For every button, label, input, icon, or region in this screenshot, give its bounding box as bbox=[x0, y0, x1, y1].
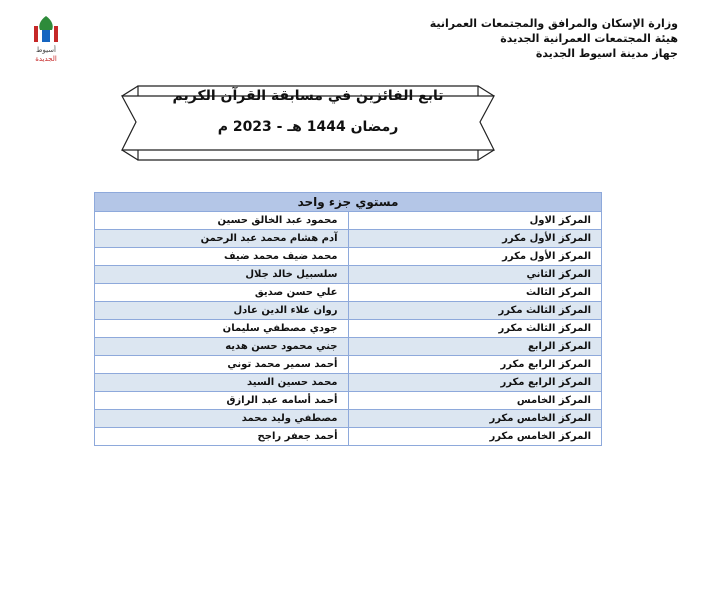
name-cell: آدم هشام محمد عبد الرحمن bbox=[95, 230, 349, 248]
section-header: مستوي جزء واحد bbox=[95, 193, 602, 212]
table-row bbox=[95, 248, 602, 266]
table-row bbox=[95, 266, 602, 284]
title-frame bbox=[108, 74, 508, 172]
header-line-ministry: وزارة الإسكان والمرافق والمجتمعات العمرانية bbox=[429, 17, 678, 30]
header-line-authority: هيئة المجتمعات العمرانية الجديدة bbox=[500, 32, 678, 45]
table-row bbox=[95, 320, 602, 338]
name-cell: أحمد سمير محمد توني bbox=[95, 356, 349, 374]
name-cell: مصطفي وليد محمد bbox=[95, 410, 349, 428]
rank-cell: المركز الخامس مكرر bbox=[348, 428, 602, 446]
table-row bbox=[95, 284, 602, 302]
name-cell: علي حسن صديق bbox=[95, 284, 349, 302]
name-cell: روان علاء الدين عادل bbox=[95, 302, 349, 320]
rank-cell: المركز الخامس bbox=[348, 392, 602, 410]
name-cell: جودي مصطفي سليمان bbox=[95, 320, 349, 338]
name-cell: محمد ضيف محمد ضيف bbox=[95, 248, 349, 266]
name-cell: جني محمود حسن هديه bbox=[95, 338, 349, 356]
logo-text-bottom: الجديدة bbox=[35, 55, 57, 63]
header-line-city-agency: جهاز مدينة اسيوط الجديدة bbox=[535, 47, 678, 60]
table-row bbox=[95, 410, 602, 428]
table-header-row bbox=[95, 193, 602, 212]
rank-cell: المركز الرابع مكرر bbox=[348, 374, 602, 392]
title-date: رمضان 1444 هـ - 2023 م bbox=[217, 119, 399, 135]
table-row bbox=[95, 212, 602, 230]
logo-text-top: أسيوط bbox=[35, 46, 57, 54]
name-cell: محمود عبد الخالق حسين bbox=[95, 212, 349, 230]
rank-cell: المركز الأول مكرر bbox=[348, 230, 602, 248]
rank-cell: المركز الاول bbox=[348, 212, 602, 230]
winners-table bbox=[94, 192, 602, 446]
rank-cell: المركز الأول مكرر bbox=[348, 248, 602, 266]
city-logo-icon bbox=[28, 12, 64, 64]
table-row bbox=[95, 302, 602, 320]
name-cell: محمد حسين السيد bbox=[95, 374, 349, 392]
rank-cell: المركز الخامس مكرر bbox=[348, 410, 602, 428]
table-row bbox=[95, 428, 602, 446]
name-cell: أحمد أسامه عبد الرازق bbox=[95, 392, 349, 410]
table-row bbox=[95, 230, 602, 248]
name-cell: أحمد جعفر راجح bbox=[95, 428, 349, 446]
rank-cell: المركز الثالث مكرر bbox=[348, 320, 602, 338]
rank-cell: المركز الثالث مكرر bbox=[348, 302, 602, 320]
rank-cell: المركز الثاني bbox=[348, 266, 602, 284]
title-competition: تابع الفائزين في مسابقة القرآن الكريم bbox=[172, 88, 444, 104]
rank-cell: المركز الرابع مكرر bbox=[348, 356, 602, 374]
ministry-header bbox=[378, 16, 678, 61]
table-row bbox=[95, 392, 602, 410]
rank-cell: المركز الرابع bbox=[348, 338, 602, 356]
table-row bbox=[95, 356, 602, 374]
table-row bbox=[95, 374, 602, 392]
name-cell: سلسبيل خالد جلال bbox=[95, 266, 349, 284]
table-row bbox=[95, 338, 602, 356]
rank-cell: المركز الثالث bbox=[348, 284, 602, 302]
